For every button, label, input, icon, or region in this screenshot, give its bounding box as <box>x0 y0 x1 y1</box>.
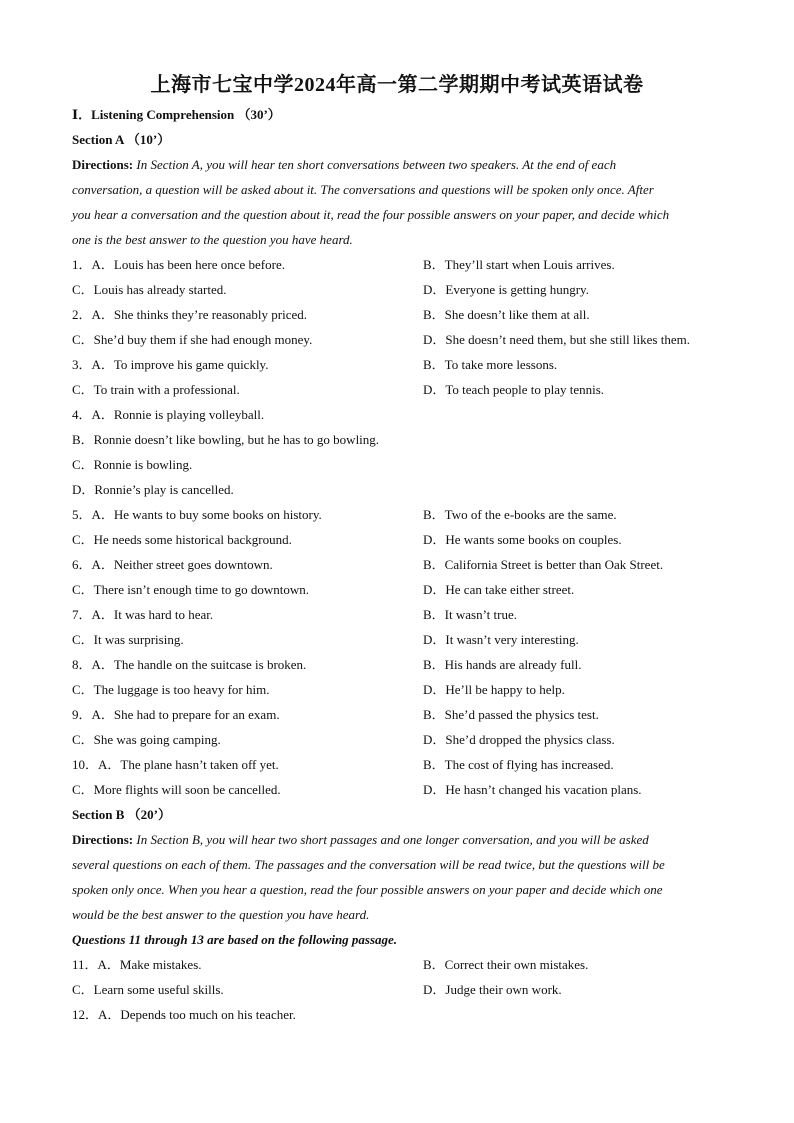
option-2a: 2．A．She thinks they’re reasonably priced. <box>72 307 308 322</box>
directions-text: one is the best answer to the question you have heard. <box>72 232 353 247</box>
option-5d: D．He wants some books on couples. <box>423 532 622 547</box>
option-11b: B．Correct their own mistakes. <box>423 957 589 972</box>
section-a-directions <box>72 156 616 174</box>
option-10d: D．He hasn’t changed his vacation plans. <box>423 782 642 797</box>
part-heading: Ⅰ．Listening Comprehension （30’） <box>72 107 281 122</box>
option-1b: B．They’ll start when Louis arrives. <box>423 257 615 272</box>
option-9a: 9．A．She had to prepare for an exam. <box>72 707 280 722</box>
option-9b: B．She’d passed the physics test. <box>423 707 599 722</box>
option-8d: D．He’ll be happy to help. <box>423 682 565 697</box>
option-1d: D．Everyone is getting hungry. <box>423 282 589 297</box>
option-6b: B．California Street is better than Oak Street. <box>423 557 664 572</box>
section-a-heading: Section A （10’） <box>72 132 171 147</box>
page-title: 上海市七宝中学2024年高一第二学期期中考试英语试卷 <box>150 74 644 96</box>
section-b-directions <box>72 831 649 849</box>
option-8b: B．His hands are already full. <box>423 657 582 672</box>
directions-text: you hear a conversation and the question about it, read the four possible answers on your paper, and decide which <box>72 207 670 222</box>
option-3a: 3．A．To improve his game quickly. <box>72 357 269 372</box>
option-5c: C．He needs some historical background. <box>72 532 292 547</box>
option-7b: B．It wasn’t true. <box>423 607 517 622</box>
passage-note: Questions 11 through 13 are based on the following passage. <box>72 932 398 947</box>
directions-label: Directions: <box>72 832 134 847</box>
section-b-heading: Section B （20’） <box>72 807 171 822</box>
option-2b: B．She doesn’t like them at all. <box>423 307 590 322</box>
option-5b: B．Two of the e-books are the same. <box>423 507 617 522</box>
option-6c: C．There isn’t enough time to go downtown. <box>72 582 309 597</box>
option-4c: C．Ronnie is bowling. <box>72 457 193 472</box>
option-12a: 12．A．Depends too much on his teacher. <box>72 1007 296 1022</box>
option-11d: D．Judge their own work. <box>423 982 562 997</box>
directions-text: In Section A, you will hear ten short conversations between two speakers. At the end of each <box>136 157 617 172</box>
option-8a: 8．A．The handle on the suitcase is broken. <box>72 657 307 672</box>
option-9c: C．She was going camping. <box>72 732 221 747</box>
option-4b: B．Ronnie doesn’t like bowling, but he has to go bowling. <box>72 432 380 447</box>
option-5a: 5．A．He wants to buy some books on history. <box>72 507 322 522</box>
directions-label: Directions: <box>72 157 134 172</box>
option-8c: C．The luggage is too heavy for him. <box>72 682 270 697</box>
option-2c: C．She’d buy them if she had enough money. <box>72 332 313 347</box>
option-6a: 6．A．Neither street goes downtown. <box>72 557 273 572</box>
option-3c: C．To train with a professional. <box>72 382 240 397</box>
option-11c: C．Learn some useful skills. <box>72 982 224 997</box>
option-4a: 4．A．Ronnie is playing volleyball. <box>72 407 265 422</box>
option-3d: D．To teach people to play tennis. <box>423 382 605 397</box>
option-6d: D．He can take either street. <box>423 582 575 597</box>
option-10a: 10．A．The plane hasn’t taken off yet. <box>72 757 279 772</box>
option-2d: D．She doesn’t need them, but she still likes them. <box>423 332 690 347</box>
option-3b: B．To take more lessons. <box>423 357 558 372</box>
option-1a: 1．A．Louis has been here once before. <box>72 257 285 272</box>
directions-text: In Section B, you will hear two short passages and one longer conversation, and you will be asked <box>136 832 649 847</box>
directions-text: several questions on each of them. The passages and the conversation will be read twice, but the questions will be <box>72 857 665 872</box>
option-4d: D．Ronnie’s play is cancelled. <box>72 482 234 497</box>
option-10c: C．More flights will soon be cancelled. <box>72 782 281 797</box>
option-10b: B．The cost of flying has increased. <box>423 757 614 772</box>
option-9d: D．She’d dropped the physics class. <box>423 732 615 747</box>
option-11a: 11．A．Make mistakes. <box>72 957 202 972</box>
option-1c: C．Louis has already started. <box>72 282 227 297</box>
option-7d: D．It wasn’t very interesting. <box>423 632 579 647</box>
directions-text: conversation, a question will be asked about it. The conversations and questions will be spoken only once. After <box>72 182 654 197</box>
option-7a: 7．A．It was hard to hear. <box>72 607 214 622</box>
directions-text: would be the best answer to the question you have heard. <box>72 907 370 922</box>
option-7c: C．It was surprising. <box>72 632 184 647</box>
directions-text: spoken only once. When you hear a question, read the four possible answers on your paper and decide which one <box>72 882 663 897</box>
